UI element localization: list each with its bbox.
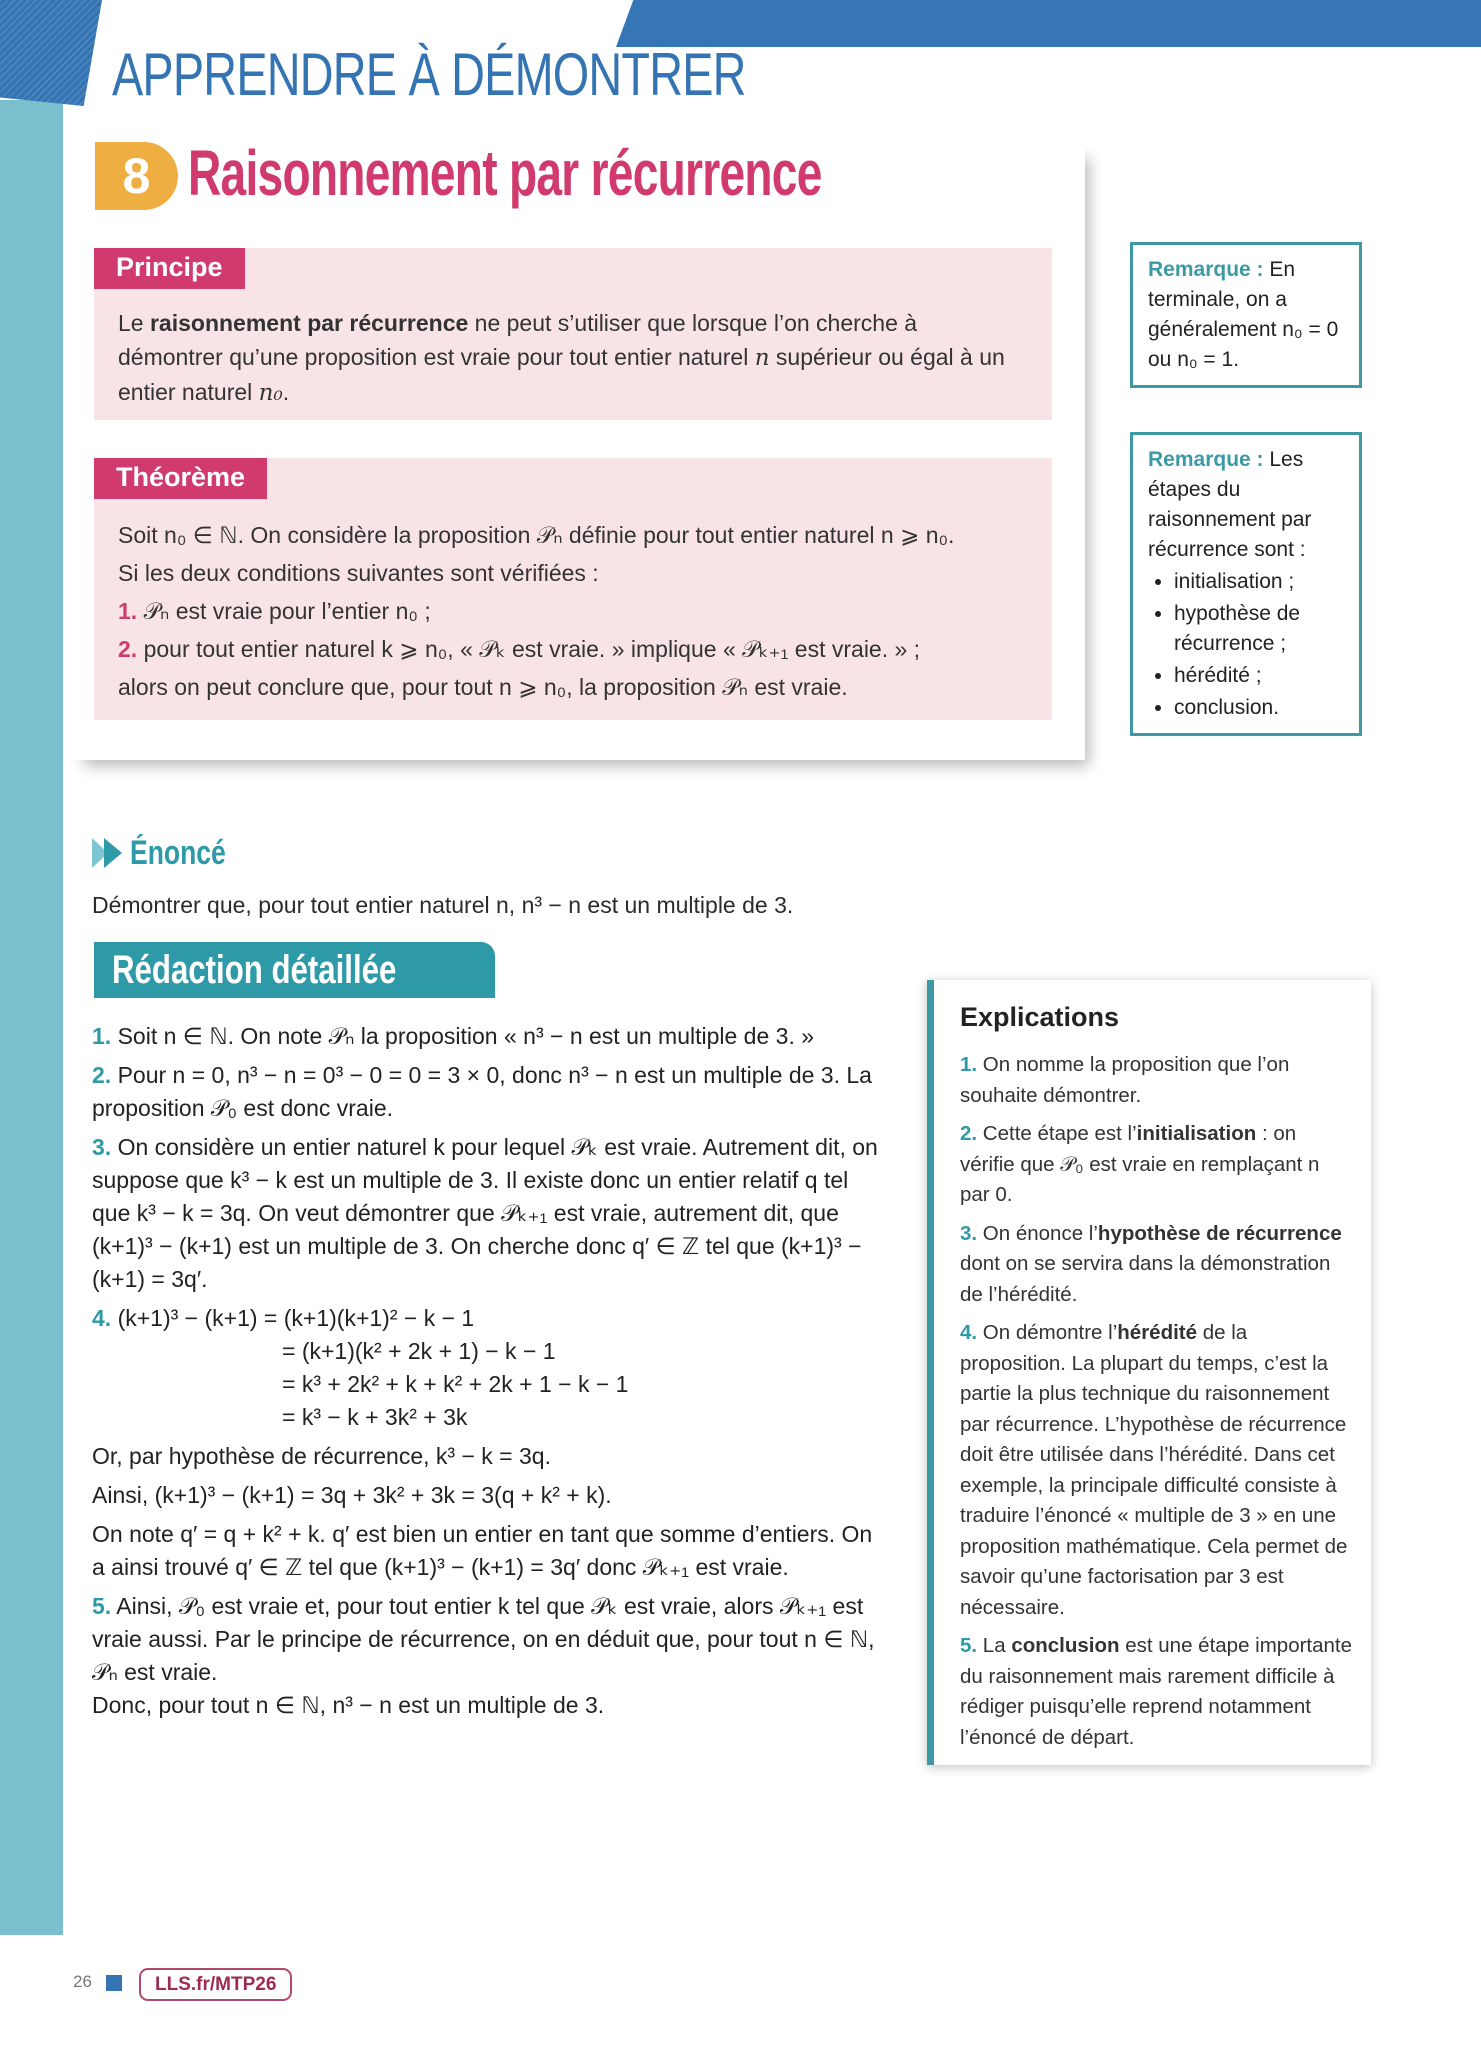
page-number: 26	[73, 1972, 92, 1991]
step-text-line: On note q′ = q + k² + k. q′ est bien un entier en tant que somme d’entiers. On a ainsi trouvé q′ ∈ ℤ tel que (k+1)³ − (k+1) = 3q′ donc 𝒫ₖ₊₁ est vraie.	[92, 1521, 873, 1580]
theoreme-condition-2	[118, 630, 1028, 668]
steps-list	[1148, 567, 1344, 723]
step-1	[92, 1020, 882, 1053]
list-item: • hérédité ;	[1174, 661, 1344, 691]
corner-pattern	[0, 0, 102, 106]
principe-end: .	[282, 379, 290, 405]
item-text: Cette étape est l’	[977, 1122, 1137, 1145]
theoreme-text	[118, 516, 1028, 706]
principe-text-post: ne peut s’utiliser que lorsque l’on cherche à démontrer qu’une proposition est vraie pour tout entier naturel	[118, 310, 918, 370]
redaction-body	[92, 1020, 882, 1728]
item-text: est une étape importante du raisonnement mais rarement difficile à rédiger puisqu’elle reprend notamment l’énoncé de départ.	[960, 1634, 1353, 1749]
list-item: • hypothèse de récurrence ;	[1174, 599, 1344, 659]
step-5	[92, 1590, 882, 1689]
step-number: 1.	[92, 1023, 112, 1049]
step-text-line: Or, par hypothèse de récurrence, k³ − k = 3q.	[92, 1443, 551, 1469]
enonce-text: Démontrer que, pour tout entier naturel n, n³ − n est un multiple de 3.	[92, 892, 794, 918]
explications-body	[960, 1050, 1353, 1761]
theoreme-tag: Théorème	[94, 458, 267, 499]
list-item: • conclusion.	[1174, 693, 1344, 723]
step-number: 2.	[92, 1062, 112, 1088]
remark-text: En terminale, on a généralement n₀ = 0 ou n₀ = 1.	[1148, 258, 1339, 371]
principe-tag: Principe	[94, 248, 245, 289]
remark-box-1	[1130, 242, 1362, 388]
step-number: 3.	[92, 1134, 112, 1160]
item-number: 4.	[960, 1321, 978, 1344]
equation-line: = (k+1)(k² + 2k + 1) − k − 1	[282, 1338, 556, 1364]
item-text: On nomme la proposition que l’on souhaite démontrer.	[960, 1053, 1290, 1107]
item-keyword: conclusion	[1011, 1634, 1120, 1657]
principe-bold: raisonnement par récurrence	[149, 310, 469, 336]
remark-label: Remarque :	[1148, 448, 1264, 471]
step-text: Ainsi, 𝒫₀ est vraie et, pour tout entier k tel que 𝒫ₖ est vraie, alors 𝒫ₖ₊₁ est vraie aussi. Par le principe de récurrence, on en déduit que, pour tout n ∈ ℕ, 𝒫ₙ est vraie.	[92, 1593, 875, 1685]
step-number: 5.	[92, 1593, 112, 1619]
section-title: Raisonnement par récurrence	[188, 137, 822, 209]
final-conclusion: Donc, pour tout n ∈ ℕ, n³ − n est un multiple de 3.	[92, 1692, 605, 1718]
item-text: de la proposition. La plupart du temps, c’est la partie la plus technique du raisonnement par récurrence. L’hypothèse de récurrence doit être utilisée dans l’hérédité. Dans cet exemple, la principale difficulté consiste à traduire l’énoncé « multiple de 3 » en une proposition mathématique. Cela permet de savoir qu’une factorisation par 3 est nécessaire.	[960, 1321, 1348, 1619]
redaction-heading-label: Rédaction détaillée	[112, 948, 397, 992]
equation-line	[92, 1302, 882, 1335]
principe-text	[118, 306, 1028, 410]
step-3	[92, 1131, 882, 1296]
redaction-heading	[94, 942, 495, 998]
explication-item	[960, 1219, 1353, 1311]
cond2-text: pour tout entier naturel k ⩾ n₀, « 𝒫ₖ est vraie. » implique « 𝒫ₖ₊₁ est vraie. » ;	[137, 636, 921, 662]
math-n: n	[754, 345, 770, 371]
enonce-heading: Énoncé	[130, 834, 226, 872]
explication-item	[960, 1119, 1353, 1211]
item-text: On énonce l’	[977, 1221, 1098, 1245]
step-text: Soit n ∈ ℕ. On note 𝒫ₙ la proposition « n³ − n est un multiple de 3. »	[111, 1023, 815, 1049]
page-title: APPRENDRE À DÉMONTRER	[112, 41, 746, 108]
item-text: : on vérifie que 𝒫₀ est vraie en remplaçant n par 0.	[960, 1122, 1320, 1206]
principe-text-post2: supérieur ou égal à un entier naturel	[118, 344, 1005, 405]
step-text-line: Ainsi, (k+1)³ − (k+1) = 3q + 3k² + 3k = 3(q + k² + k).	[92, 1482, 612, 1508]
item-number: 1.	[960, 1053, 978, 1076]
explications-heading: Explications	[960, 1002, 1120, 1032]
theoreme-line1: Soit n₀ ∈ ℕ. On considère la proposition 𝒫ₙ définie pour tout entier naturel n ⩾ n₀.	[118, 522, 955, 548]
principe-box	[94, 248, 1052, 420]
resource-link[interactable]: LLS.fr/MTP26	[139, 1968, 292, 2001]
theoreme-condition-1	[118, 592, 1028, 630]
item-number: 3.	[960, 1221, 978, 1245]
square-marker-icon	[106, 1975, 122, 1991]
equation-line: = k³ − k + 3k² + 3k	[282, 1404, 468, 1430]
cond2-number: 2.	[118, 636, 138, 662]
cond1-text: 𝒫ₙ est vraie pour l’entier n₀ ;	[137, 598, 431, 624]
theoreme-conclusion: alors on peut conclure que, pour tout n ⩾ n₀, la proposition 𝒫ₙ est vraie.	[118, 674, 848, 700]
equation-text: (k+1)³ − (k+1) = (k+1)(k+1)² − k − 1	[111, 1305, 475, 1331]
page-sidebar-stripe	[0, 100, 63, 1935]
step-2	[92, 1059, 882, 1125]
cond1-number: 1.	[118, 598, 138, 624]
explication-item	[960, 1050, 1353, 1111]
step-number: 4.	[92, 1305, 112, 1331]
equation-line: = k³ + 2k² + k + k² + 2k + 1 − k − 1	[282, 1371, 629, 1397]
item-number: 2.	[960, 1122, 978, 1145]
item-text: La	[977, 1634, 1012, 1657]
step-4-equation	[92, 1302, 882, 1434]
explications-box	[927, 980, 1371, 1765]
remark-label: Remarque :	[1148, 258, 1264, 281]
double-arrow-icon	[92, 838, 126, 868]
remark-text: Les étapes du raisonnement par récurrence sont :	[1148, 448, 1312, 561]
item-text: dont on se servira dans la démonstration de l’hérédité.	[960, 1252, 1331, 1306]
item-keyword: hérédité	[1117, 1321, 1198, 1344]
step-text: Pour n = 0, n³ − n = 0³ − 0 = 0 = 3 × 0, donc n³ − n est un multiple de 3. La proposition 𝒫₀ est donc vraie.	[92, 1062, 872, 1121]
theoreme-box	[94, 458, 1052, 720]
list-item: • initialisation ;	[1174, 567, 1344, 597]
section-number-badge: 8	[95, 142, 178, 210]
step-text: On considère un entier naturel k pour lequel 𝒫ₖ est vraie. Autrement dit, on suppose que k³ − k est un multiple de 3. Il existe donc un entier relatif q tel que k³ − k = 3q. On veut démontrer que 𝒫ₖ₊₁ est vraie, autrement dit, que (k+1)³ − (k+1) est un multiple de 3. On cherche donc q′ ∈ ℤ tel que (k+1)³ − (k+1) = 3q′.	[92, 1134, 878, 1292]
item-text: On démontre l’	[977, 1321, 1118, 1344]
item-keyword: hypothèse de récurrence	[1097, 1221, 1342, 1245]
top-banner	[616, 0, 1481, 47]
item-keyword: initialisation	[1136, 1122, 1257, 1145]
explication-item	[960, 1318, 1353, 1623]
math-n0: n₀	[258, 380, 283, 406]
item-number: 5.	[960, 1634, 978, 1657]
theoreme-line2: Si les deux conditions suivantes sont vérifiées :	[118, 560, 599, 586]
remark-box-2	[1130, 432, 1362, 736]
principe-text-pre: Le	[118, 310, 150, 336]
explication-item	[960, 1631, 1353, 1753]
